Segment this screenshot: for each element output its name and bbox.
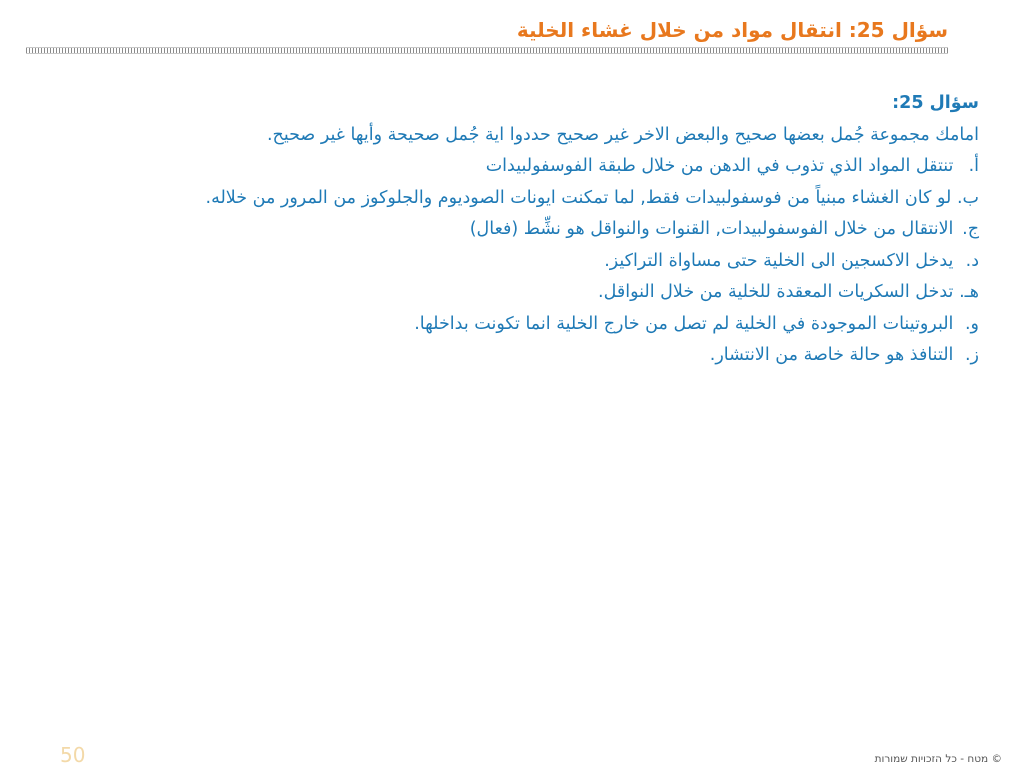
page-number: 50	[60, 743, 86, 767]
item-text: التنافذ هو حالة خاصة من الانتشار.	[709, 345, 954, 365]
statement-item	[79, 214, 979, 246]
statement-item	[79, 309, 979, 341]
item-marker: ز.	[964, 345, 979, 365]
statement-item	[79, 183, 979, 215]
item-marker: أ.	[968, 156, 979, 176]
item-text: البروتينات الموجودة في الخلية لم تصل من خارج الخلية انما تكونت بداخلها.	[414, 313, 954, 334]
statement-item	[79, 277, 979, 309]
item-text: يدخل الاكسجين الى الخلية حتى مساواة التراكيز.	[604, 250, 954, 271]
question-intro: امامك مجموعة جُمل بعضها صحيح والبعض الاخر غير صحيح حددوا اية جُمل صحيحة وأيها غير صحيح.	[266, 124, 979, 145]
statement-item	[79, 246, 979, 278]
item-text: لو كان الغشاء مبنياً من فوسفولبيدات فقط, لما تمكنت ايونات الصوديوم والجلوكوز من المرور من خلاله.	[205, 187, 952, 208]
copyright-footer: © מטח - כל הזכויות שמורות	[874, 753, 1002, 765]
statement-item	[79, 340, 979, 372]
item-marker: ج.	[962, 219, 979, 239]
item-text: تنتقل المواد الذي تذوب في الدهن من خلال طبقة الفوسفولبيدات	[485, 156, 954, 176]
slide-title: سؤال 25: انتقال مواد من خلال غشاء الخلية	[516, 18, 948, 42]
item-marker: هـ.	[959, 282, 979, 302]
item-marker: د.	[965, 250, 979, 271]
item-marker: و.	[964, 313, 979, 334]
item-text: الانتقال من خلال الفوسفولبيدات, القنوات والنواقل هو نشِّط (فعال)	[469, 219, 954, 239]
slide-body	[79, 88, 979, 372]
item-text: تدخل السكريات المعقدة للخلية من خلال النواقل.	[598, 282, 954, 302]
question-label: سؤال 25:	[892, 93, 979, 113]
title-divider	[26, 47, 948, 54]
item-marker: ب.	[956, 187, 979, 208]
statement-item	[79, 151, 979, 183]
